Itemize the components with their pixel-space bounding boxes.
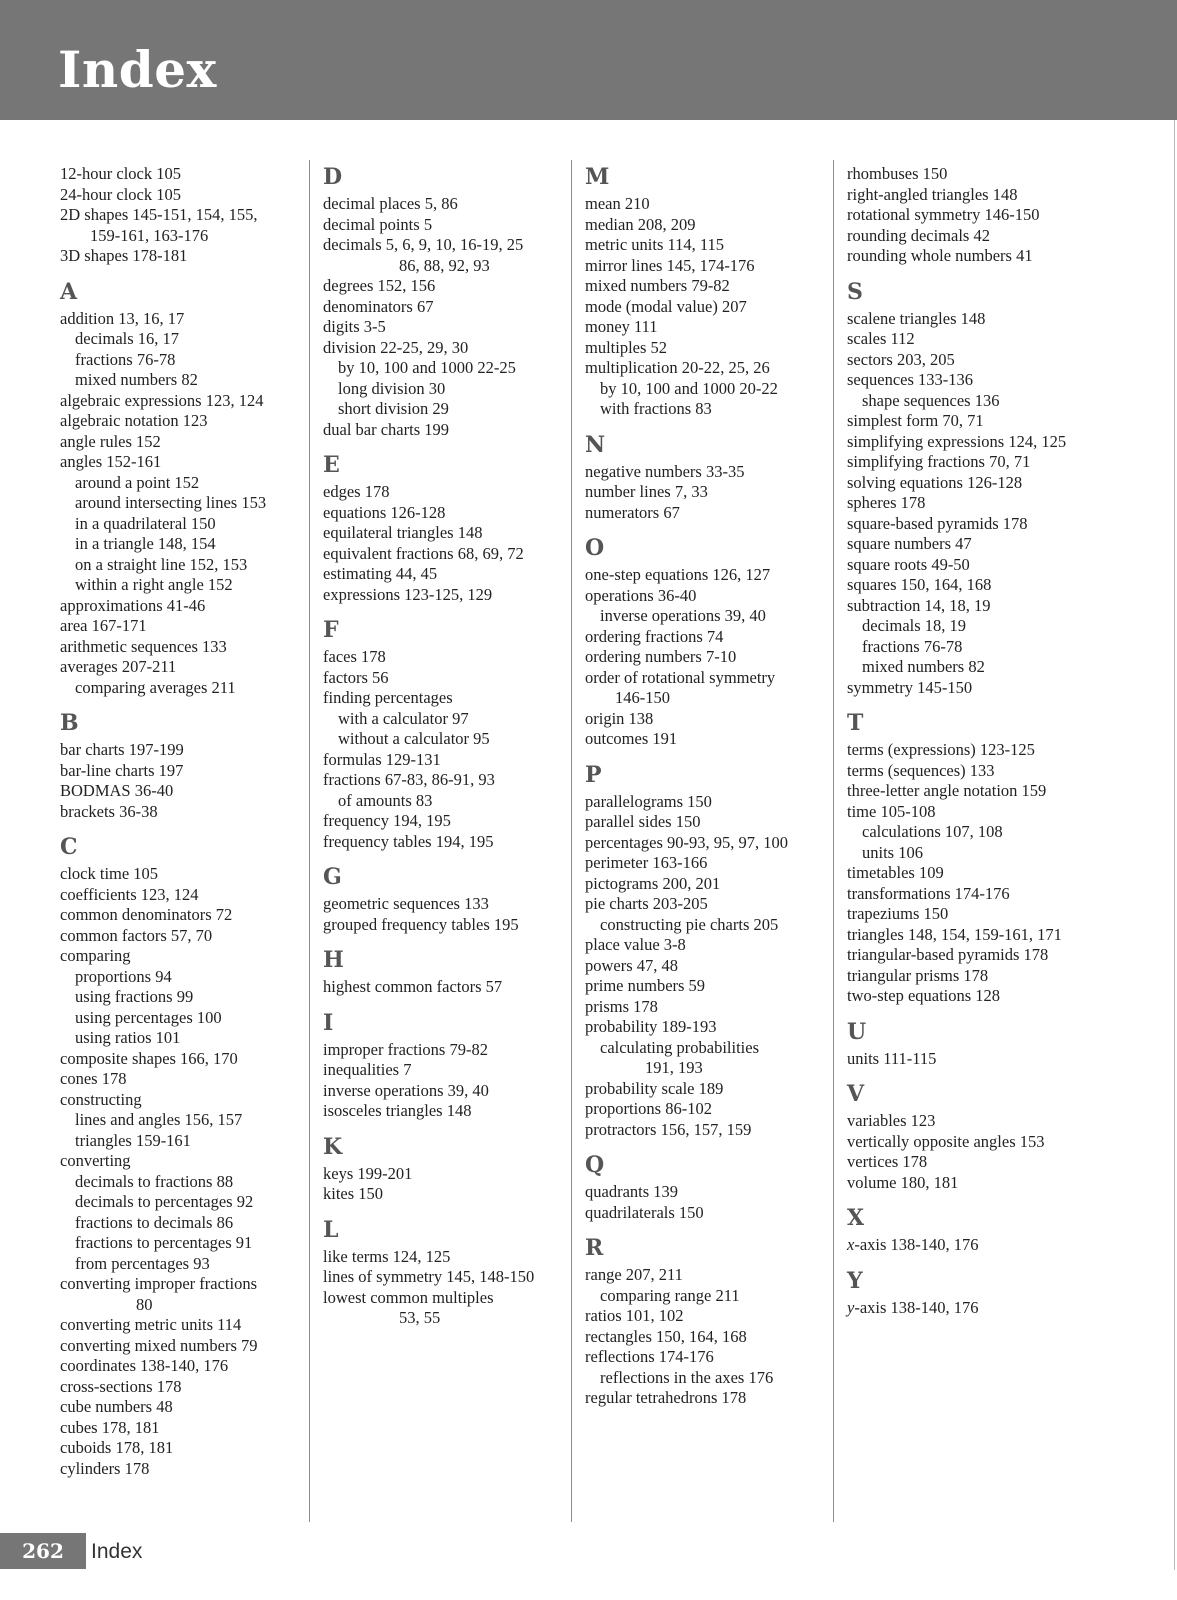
index-section <box>323 864 573 935</box>
index-entry: BODMAS 36-40 <box>60 781 174 800</box>
index-subentry: without a calculator 95 <box>338 729 490 748</box>
index-entry: cones 178 <box>60 1069 127 1088</box>
index-entry: division 22-25, 29, 30 <box>323 337 469 357</box>
index-subentry: 53, 55 <box>399 1308 441 1327</box>
index-subentry: in a quadrilateral 150 <box>75 513 216 533</box>
index-column-4 <box>847 164 1097 1318</box>
section-letter: I <box>323 1009 334 1036</box>
index-entry: arithmetic sequences 133 <box>60 636 227 656</box>
index-entry: ordering numbers 7-10 <box>585 647 737 666</box>
index-subentry: 191, 193 <box>645 1058 703 1077</box>
index-section <box>323 452 573 605</box>
index-entry: 2D shapes 145-151, 154, 155, <box>60 205 258 224</box>
index-entry: negative numbers 33-35 <box>585 461 745 481</box>
page-title: Index <box>58 40 217 99</box>
index-subentry: short division 29 <box>338 399 449 418</box>
index-entry: simplifying fractions 70, 71 <box>847 452 1031 471</box>
index-entry: simplifying expressions 124, 125 <box>847 431 1067 451</box>
index-entry: three-letter angle notation 159 <box>847 781 1047 800</box>
section-letter: S <box>847 278 863 305</box>
index-entry: timetables 109 <box>847 863 944 882</box>
index-subentry: lines and angles 156, 157 <box>75 1110 243 1129</box>
section-letter: E <box>323 452 340 478</box>
section-letter: G <box>323 864 342 890</box>
index-entry: decimal points 5 <box>323 214 433 234</box>
index-entry: estimating 44, 45 <box>323 564 438 583</box>
index-entry: mirror lines 145, 174-176 <box>585 255 755 275</box>
index-entry: origin 138 <box>585 708 654 728</box>
section-letter: Q <box>585 1152 605 1178</box>
index-entry: right-angled triangles 148 <box>847 184 1018 204</box>
index-entry: equivalent fractions 68, 69, 72 <box>323 543 524 563</box>
index-entry: terms (expressions) 123-125 <box>847 740 1035 759</box>
index-entry: parallel sides 150 <box>585 812 701 831</box>
index-subentry: long division 30 <box>338 378 446 398</box>
section-letter: T <box>847 710 864 736</box>
index-entry: angle rules 152 <box>60 431 161 451</box>
index-subentry: fractions to percentages 91 <box>75 1233 253 1252</box>
index-entry: cross-sections 178 <box>60 1376 182 1396</box>
index-section <box>60 164 310 267</box>
index-subentry: 146-150 <box>615 688 670 707</box>
index-subentry: comparing range 211 <box>600 1285 740 1305</box>
index-entry: composite shapes 166, 170 <box>60 1048 238 1068</box>
index-entry: grouped frequency tables 195 <box>323 914 519 934</box>
index-section <box>585 1235 835 1409</box>
index-entry: one-step equations 126, 127 <box>585 565 771 584</box>
index-entry: operations 36-40 <box>585 585 697 605</box>
index-section <box>585 762 835 1141</box>
index-entry: y-axis 138-140, 176 <box>847 1297 979 1317</box>
index-entry: quadrilaterals 150 <box>585 1202 704 1222</box>
index-entry: lines of symmetry 145, 148-150 <box>323 1267 535 1286</box>
index-entry: transformations 174-176 <box>847 883 1010 903</box>
index-entry: area 167-171 <box>60 616 147 635</box>
index-entry: cube numbers 48 <box>60 1397 173 1416</box>
index-entry: isosceles triangles 148 <box>323 1101 472 1120</box>
index-entry: sequences 133-136 <box>847 370 974 389</box>
index-entry: range 207, 211 <box>585 1265 683 1284</box>
index-entry: lowest common multiples <box>323 1287 494 1307</box>
index-entry: like terms 124, 125 <box>323 1246 451 1266</box>
index-subentry: inverse operations 39, 40 <box>600 606 766 625</box>
index-entry: ordering fractions 74 <box>585 626 724 646</box>
index-subentry: by 10, 100 and 1000 20-22 <box>600 378 778 398</box>
index-entry: comparing <box>60 946 131 965</box>
index-column-3 <box>585 164 835 1409</box>
index-entry: numerators 67 <box>585 502 680 522</box>
index-section <box>847 1081 1097 1193</box>
section-letter: H <box>323 947 344 973</box>
index-entry: cylinders 178 <box>60 1458 150 1478</box>
index-section <box>60 834 310 1479</box>
index-entry: terms (sequences) 133 <box>847 760 995 780</box>
index-entry: subtraction 14, 18, 19 <box>847 595 991 615</box>
page-number: 262 <box>0 1533 86 1569</box>
index-entry: cuboids 178, 181 <box>60 1438 174 1457</box>
index-entry: coefficients 123, 124 <box>60 884 199 904</box>
index-entry: spheres 178 <box>847 493 926 512</box>
index-entry: sectors 203, 205 <box>847 349 955 369</box>
index-entry: degrees 152, 156 <box>323 276 436 295</box>
index-entry: probability 189-193 <box>585 1017 717 1036</box>
index-subentry: around intersecting lines 153 <box>75 493 267 512</box>
index-entry: addition 13, 16, 17 <box>60 308 185 328</box>
index-entry: fractions 67-83, 86-91, 93 <box>323 770 495 789</box>
index-subentry: calculations 107, 108 <box>862 822 1003 841</box>
index-entry: highest common factors 57 <box>323 977 503 996</box>
index-entry: faces 178 <box>323 647 386 666</box>
index-subentry: on a straight line 152, 153 <box>75 554 248 574</box>
index-subentry: mixed numbers 82 <box>862 657 985 676</box>
index-subentry: using percentages 100 <box>75 1007 222 1027</box>
index-entry: outcomes 191 <box>585 729 678 748</box>
index-entry: 12-hour clock 105 <box>60 164 181 183</box>
page-header <box>0 0 1177 120</box>
index-entry: improper fractions 79-82 <box>323 1039 488 1059</box>
index-entry: expressions 123-125, 129 <box>323 584 493 604</box>
index-entry: mean 210 <box>585 194 650 213</box>
section-letter: F <box>323 617 339 643</box>
index-entry: units 111-115 <box>847 1048 937 1068</box>
index-section <box>585 164 835 420</box>
index-entry: powers 47, 48 <box>585 955 679 975</box>
index-section <box>323 1010 573 1122</box>
index-subentry: 159-161, 163-176 <box>90 225 209 245</box>
index-entry: percentages 90-93, 95, 97, 100 <box>585 832 788 852</box>
index-entry: solving equations 126-128 <box>847 472 1023 492</box>
index-section <box>323 617 573 852</box>
index-subentry: decimals to percentages 92 <box>75 1192 254 1211</box>
index-entry: cubes 178, 181 <box>60 1417 160 1437</box>
index-entry: multiples 52 <box>585 337 668 357</box>
index-subentry: with fractions 83 <box>600 399 712 418</box>
index-subentry: triangles 159-161 <box>75 1130 191 1150</box>
index-entry: bar charts 197-199 <box>60 740 184 759</box>
index-entry: multiplication 20-22, 25, 26 <box>585 358 770 377</box>
section-letter: D <box>323 164 343 190</box>
index-section <box>847 1205 1097 1256</box>
index-entry: vertically opposite angles 153 <box>847 1131 1045 1151</box>
index-entry: square numbers 47 <box>847 534 972 553</box>
index-entry: algebraic notation 123 <box>60 411 208 430</box>
index-section <box>60 279 310 699</box>
index-entry: order of rotational symmetry <box>585 667 776 687</box>
index-entry: time 105-108 <box>847 801 936 821</box>
index-subentry: calculating probabilities <box>600 1037 759 1057</box>
section-letter: C <box>60 834 78 860</box>
index-entry: two-step equations 128 <box>847 986 1001 1005</box>
index-entry: ratios 101, 102 <box>585 1306 684 1325</box>
section-letter: R <box>585 1235 604 1261</box>
index-subentry: reflections in the axes 176 <box>600 1367 774 1387</box>
index-entry: digits 3-5 <box>323 317 386 336</box>
index-entry: common denominators 72 <box>60 905 233 924</box>
index-entry: edges 178 <box>323 482 390 501</box>
index-entry: reflections 174-176 <box>585 1347 714 1366</box>
index-subentry: in a triangle 148, 154 <box>75 534 216 553</box>
index-entry: brackets 36-38 <box>60 801 158 821</box>
index-subentry: around a point 152 <box>75 472 200 492</box>
index-section <box>847 1019 1097 1070</box>
section-letter: O <box>585 535 605 561</box>
index-entry: frequency tables 194, 195 <box>323 831 494 851</box>
index-subentry: using ratios 101 <box>75 1028 181 1047</box>
index-entry: denominators 67 <box>323 296 434 316</box>
index-entry: pie charts 203-205 <box>585 894 708 913</box>
section-letter: P <box>585 761 602 788</box>
index-subentry: fractions 76-78 <box>862 636 963 656</box>
index-subentry: 86, 88, 92, 93 <box>399 255 490 275</box>
index-entry: money 111 <box>585 317 658 336</box>
index-subentry: mixed numbers 82 <box>75 370 198 389</box>
index-entry: triangular prisms 178 <box>847 965 989 985</box>
index-entry: clock time 105 <box>60 864 159 883</box>
index-entry: rounding whole numbers 41 <box>847 246 1033 265</box>
index-subentry: units 106 <box>862 842 923 862</box>
index-entry: decimals 5, 6, 9, 10, 16-19, 25 <box>323 235 524 254</box>
index-entry: dual bar charts 199 <box>323 419 449 439</box>
index-entry: parallelograms 150 <box>585 791 712 811</box>
index-entry: perimeter 163-166 <box>585 853 708 872</box>
index-entry: simplest form 70, 71 <box>847 411 984 430</box>
index-section <box>585 535 835 750</box>
index-entry: variables 123 <box>847 1111 936 1130</box>
index-subentry: comparing averages 211 <box>75 677 236 697</box>
index-section <box>585 432 835 524</box>
section-letter: Y <box>847 1267 863 1294</box>
index-entry: protractors 156, 157, 159 <box>585 1119 752 1139</box>
index-entry: equations 126-128 <box>323 502 446 522</box>
index-entry: probability scale 189 <box>585 1078 724 1098</box>
index-entry: regular tetrahedrons 178 <box>585 1388 747 1407</box>
index-entry: geometric sequences 133 <box>323 894 489 913</box>
index-entry: proportions 86-102 <box>585 1099 712 1118</box>
index-entry: rounding decimals 42 <box>847 225 990 245</box>
index-entry: triangular-based pyramids 178 <box>847 945 1049 964</box>
index-entry: finding percentages <box>323 688 453 707</box>
section-letter: A <box>60 278 78 305</box>
index-column-2 <box>323 164 573 1329</box>
index-subentry: proportions 94 <box>75 966 172 986</box>
section-letter: N <box>585 431 606 458</box>
index-entry: square-based pyramids 178 <box>847 513 1028 533</box>
index-entry: frequency 194, 195 <box>323 811 451 830</box>
index-subentry: decimals 16, 17 <box>75 329 180 348</box>
index-section <box>323 947 573 998</box>
index-entry: converting <box>60 1151 131 1170</box>
index-entry: rotational symmetry 146-150 <box>847 205 1040 224</box>
index-section <box>847 1268 1097 1319</box>
index-entry: decimal places 5, 86 <box>323 194 458 213</box>
footer-label: Index <box>91 1540 143 1563</box>
page-edge-line <box>1174 120 1175 1570</box>
index-entry: median 208, 209 <box>585 214 696 234</box>
index-entry: scalene triangles 148 <box>847 308 986 328</box>
index-entry: inverse operations 39, 40 <box>323 1080 489 1100</box>
index-section <box>585 1152 835 1223</box>
index-entry: kites 150 <box>323 1184 384 1203</box>
index-section <box>847 279 1097 699</box>
index-entry: 3D shapes 178-181 <box>60 246 188 265</box>
index-section <box>323 1217 573 1329</box>
index-column-1 <box>60 164 310 1479</box>
index-entry: averages 207-211 <box>60 657 177 676</box>
index-entry: prime numbers 59 <box>585 976 706 995</box>
section-letter: V <box>847 1081 865 1107</box>
index-entry: rectangles 150, 164, 168 <box>585 1326 747 1346</box>
index-subentry: decimals to fractions 88 <box>75 1171 234 1191</box>
index-entry: rhombuses 150 <box>847 164 948 183</box>
index-entry: quadrants 139 <box>585 1182 679 1201</box>
index-entry: trapeziums 150 <box>847 904 949 923</box>
index-section <box>323 164 573 440</box>
index-subentry: within a right angle 152 <box>75 575 233 594</box>
index-subentry: fractions 76-78 <box>75 349 176 369</box>
section-letter: U <box>847 1018 867 1045</box>
index-entry: formulas 129-131 <box>323 749 441 769</box>
index-entry: triangles 148, 154, 159-161, 171 <box>847 924 1062 944</box>
section-letter: L <box>323 1216 339 1243</box>
index-section <box>847 710 1097 1007</box>
index-entry: constructing <box>60 1089 142 1109</box>
index-subentry: with a calculator 97 <box>338 708 469 728</box>
index-subentry: constructing pie charts 205 <box>600 914 779 934</box>
index-entry: metric units 114, 115 <box>585 235 725 254</box>
index-entry: mixed numbers 79-82 <box>585 276 730 295</box>
index-subentry: of amounts 83 <box>338 790 433 810</box>
index-entry: 24-hour clock 105 <box>60 184 181 204</box>
index-entry: angles 152-161 <box>60 452 162 471</box>
section-letter: X <box>847 1205 865 1231</box>
index-entry: prisms 178 <box>585 996 658 1016</box>
section-letter: B <box>60 710 79 736</box>
index-entry: keys 199-201 <box>323 1163 413 1183</box>
index-entry: coordinates 138-140, 176 <box>60 1356 229 1375</box>
index-entry: pictograms 200, 201 <box>585 873 721 893</box>
index-subentry: by 10, 100 and 1000 22-25 <box>338 358 516 377</box>
index-entry: symmetry 145-150 <box>847 677 973 697</box>
index-entry: equilateral triangles 148 <box>323 523 483 542</box>
index-section <box>323 1134 573 1205</box>
index-entry: x-axis 138-140, 176 <box>847 1235 979 1254</box>
index-entry: volume 180, 181 <box>847 1172 959 1192</box>
index-entry: inequalities 7 <box>323 1060 412 1079</box>
index-entry: approximations 41-46 <box>60 595 206 615</box>
index-entry: mode (modal value) 207 <box>585 296 747 316</box>
index-subentry: decimals 18, 19 <box>862 616 967 635</box>
index-entry: place value 3-8 <box>585 935 686 954</box>
index-entry: converting improper fractions <box>60 1274 258 1293</box>
index-entry: bar-line charts 197 <box>60 760 184 780</box>
index-subentry: from percentages 93 <box>75 1253 210 1273</box>
index-entry: squares 150, 164, 168 <box>847 575 992 594</box>
index-section <box>847 164 1097 267</box>
index-subentry: using fractions 99 <box>75 987 194 1006</box>
index-entry: square roots 49-50 <box>847 554 970 574</box>
index-entry: scales 112 <box>847 329 915 348</box>
index-section <box>60 710 310 822</box>
index-subentry: shape sequences 136 <box>862 390 1000 410</box>
section-letter: K <box>323 1133 343 1160</box>
index-subentry: 80 <box>136 1294 153 1314</box>
index-entry: converting mixed numbers 79 <box>60 1335 258 1355</box>
index-entry: factors 56 <box>323 667 389 687</box>
index-entry: common factors 57, 70 <box>60 925 213 945</box>
index-entry: converting metric units 114 <box>60 1315 242 1334</box>
index-entry: number lines 7, 33 <box>585 482 708 501</box>
index-subentry: fractions to decimals 86 <box>75 1212 234 1232</box>
index-entry: algebraic expressions 123, 124 <box>60 390 264 410</box>
index-entry: vertices 178 <box>847 1152 928 1171</box>
section-letter: M <box>585 164 610 190</box>
